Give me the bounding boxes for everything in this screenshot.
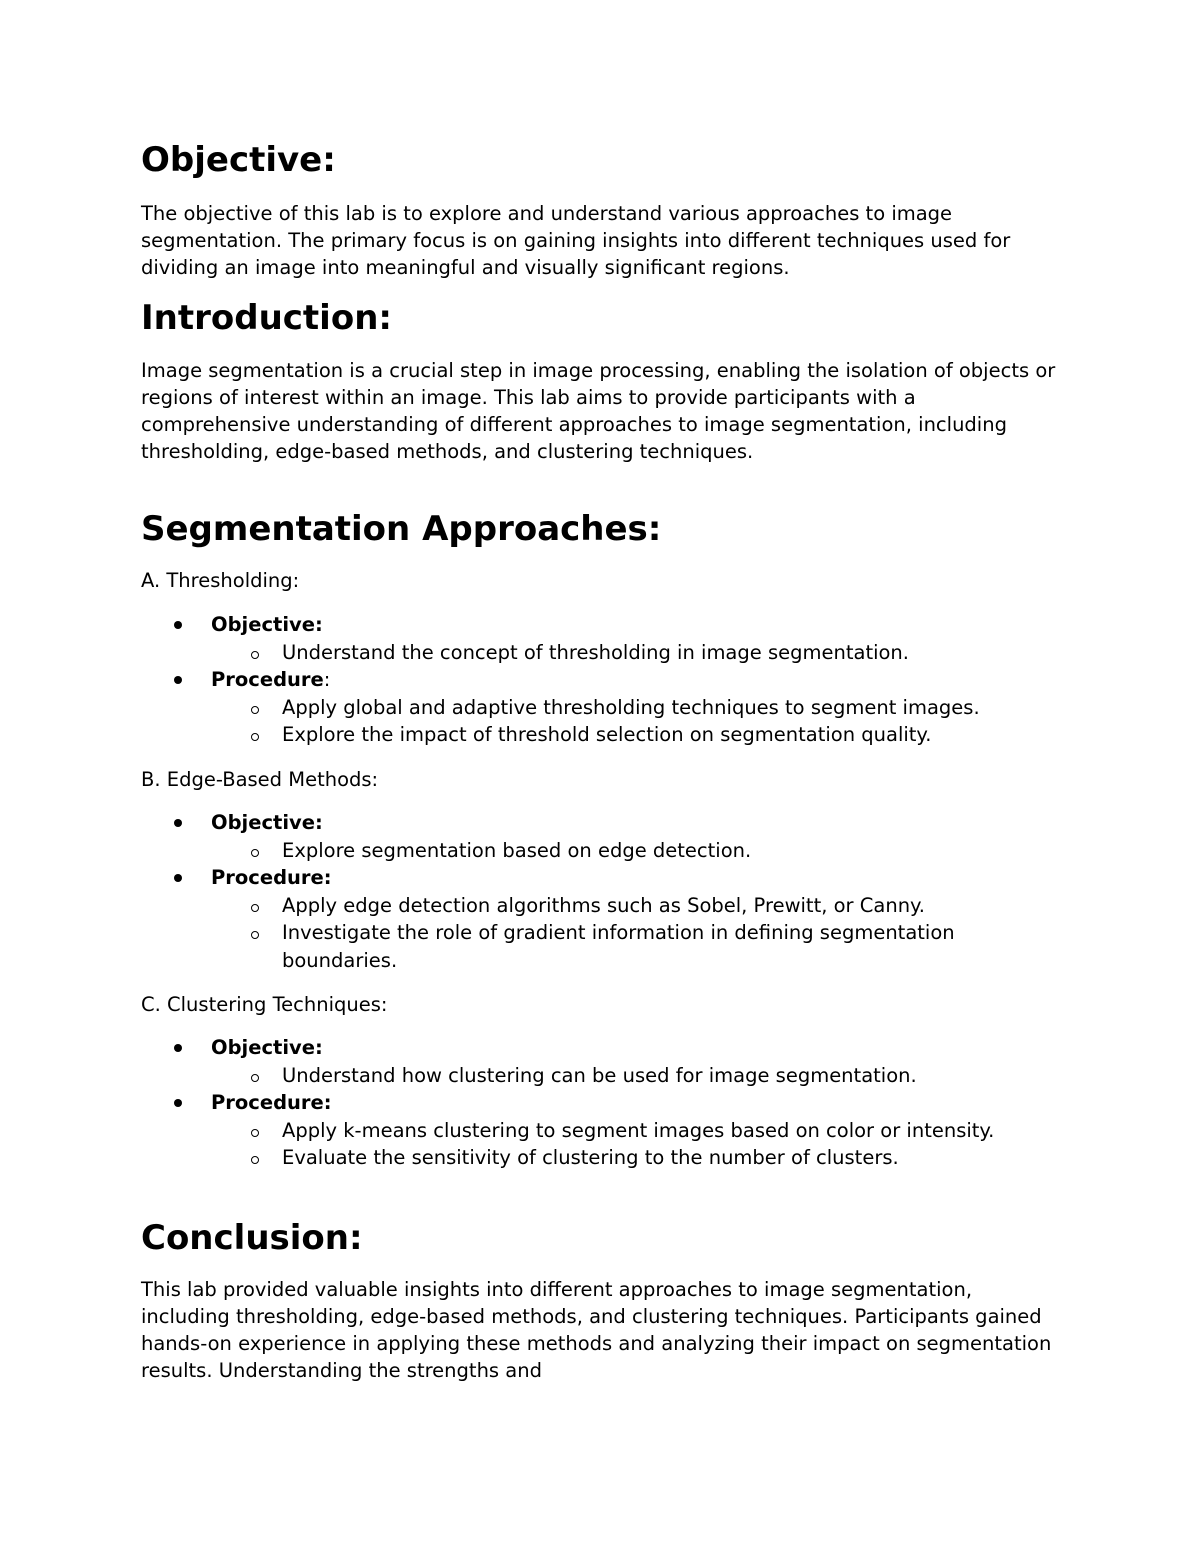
introduction-heading: Introduction: [141,298,392,338]
sublist-item-text: Apply global and adaptive thresholding techniques to segment images. [282,695,980,719]
objective-heading: Objective: [141,140,336,180]
circle-bullet-icon [251,904,259,912]
sublist [211,892,1071,975]
bullet-icon [174,1099,182,1107]
sublist-item [211,1062,1062,1090]
sublist-item-text: Understand the concept of thresholding in image segmentation. [282,640,909,664]
sublist-item-text: Apply edge detection algorithms such as Sobel, Prewitt, or Canny. [282,893,926,917]
section-a-title: A. Thresholding: [141,569,300,592]
sublist [211,1117,1071,1172]
procedure-label: Procedure: [211,1091,332,1114]
sublist-item [211,837,1062,865]
procedure-suffix: : [323,668,331,691]
sublist-item-text: Explore the impact of threshold selection on segmentation quality. [282,723,932,746]
objective-text: The objective of this lab is to explore and understand various approaches to image segmentation. The primary focus is on gaining insights into different techniques used for dividing an image into meaningful and visually significant regions. [141,202,1011,279]
bullet-icon [174,676,182,684]
bullet-icon [174,1044,182,1052]
circle-bullet-icon [251,706,259,714]
sublist [211,837,1071,865]
section-b-title: B. Edge-Based Methods: [141,768,379,791]
sublist [211,694,1071,749]
approaches-heading: Segmentation Approaches: [141,509,662,549]
list-item [141,666,1071,749]
section-b-list [141,809,1071,974]
circle-bullet-icon [251,931,259,939]
sublist-item [211,919,1062,974]
circle-bullet-icon [251,849,259,857]
conclusion-heading: Conclusion: [141,1218,363,1258]
circle-bullet-icon [251,733,259,741]
introduction-text: Image segmentation is a crucial step in image processing, enabling the isolation of objects or regions of interest within an image. This lab aims to provide participants with a comprehensive understanding of different approaches to image segmentation, including thresholding, edge-based methods, and clustering techniques. [141,359,1056,463]
sublist-item [211,1144,1062,1172]
bullet-icon [174,819,182,827]
sublist [211,1062,1071,1090]
list-item [141,1089,1071,1172]
sublist-item [211,721,1062,749]
section-c-list [141,1034,1071,1172]
procedure-label: Procedure [211,668,324,691]
sublist-item-text: Understand how clustering can be used for image segmentation. [282,1063,917,1087]
list-item [141,1034,1071,1089]
circle-bullet-icon [251,1074,259,1082]
section-c-title: C. Clustering Techniques: [141,993,388,1016]
sublist-item-text: Apply k-means clustering to segment images based on color or intensity. [282,1118,995,1142]
section-a-list [141,611,1071,749]
bullet-icon [174,874,182,882]
objective-label: Objective: [211,811,323,834]
objective-label: Objective: [211,613,323,636]
list-item [141,864,1071,974]
objective-label: Objective: [211,1036,323,1059]
list-item [141,809,1071,864]
sublist-item-text: Explore segmentation based on edge detection. [282,838,752,862]
sublist-item [211,1117,1062,1145]
procedure-label: Procedure: [211,866,332,889]
sublist-item-text: Investigate the role of gradient information in defining segmentation boundaries. [282,921,955,972]
conclusion-text: This lab provided valuable insights into different approaches to image segmentation, including thresholding, edge-based methods, and clustering techniques. Participants gained hands-on experience in applying these methods and analyzing their impact on segmentation results. Understanding the strengths and [141,1278,1052,1382]
sublist [211,639,1071,667]
sublist-item [211,694,1062,722]
bullet-icon [174,621,182,629]
sublist-item [211,892,1062,920]
circle-bullet-icon [251,1129,259,1137]
circle-bullet-icon [251,1156,259,1164]
circle-bullet-icon [251,651,259,659]
sublist-item-text: Evaluate the sensitivity of clustering to the number of clusters. [282,1146,899,1169]
list-item [141,611,1071,666]
sublist-item [211,639,1062,667]
